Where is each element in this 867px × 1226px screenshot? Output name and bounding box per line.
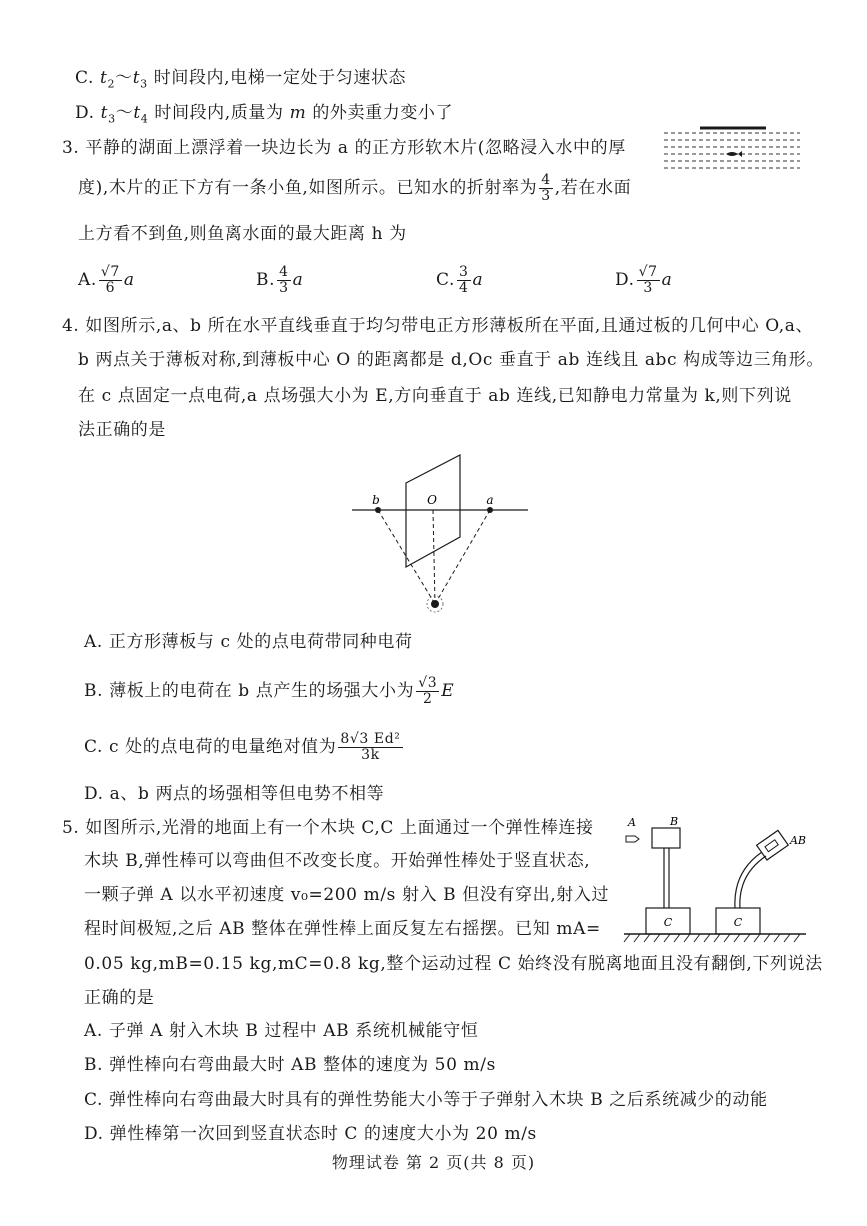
point-a-label: a bbox=[486, 493, 494, 507]
q5-option-d: D. 弹性棒第一次回到竖直状态时 C 的速度大小为 20 m/s bbox=[84, 1124, 537, 1144]
block-c2-label: C bbox=[733, 916, 743, 929]
q3-option-c: C. $\frac{3}{4}$ a bbox=[436, 264, 484, 296]
q5-option-a: A. 子弹 A 射入木块 B 过程中 AB 系统机械能守恒 bbox=[84, 1021, 479, 1041]
page-footer: 物理试卷 第 2 页(共 8 页) bbox=[331, 1153, 536, 1172]
q5-line6: 正确的是 bbox=[84, 988, 155, 1008]
q4-option-d: D. a、b 两点的场强相等但电势不相等 bbox=[84, 784, 385, 804]
prev-option-c: C. $t_2\sim t_3$ 时间段内,电梯一定处于匀速状态 bbox=[75, 68, 407, 91]
q5-line5: 0.05 kg,mB=0.15 kg,mC=0.8 kg,整个运动过程 C 始终没有脱离地面且没有翻倒,下列说法 bbox=[84, 954, 823, 974]
q5-line4: 程时间极短,之后 AB 整体在弹性棒上面反复左右摇摆。已知 mA= bbox=[84, 919, 601, 939]
q4-option-c: C. c 处的点电荷的电量绝对值为 $\frac{\text{8√3 Ed²}}{3k}$ bbox=[84, 731, 401, 763]
q5-line3: 一颗子弹 A 以水平初速度 v₀=200 m/s 射入 B 但没有穿出,射入过 bbox=[84, 885, 610, 905]
q3-line2: 度),木片的正下方有一条小鱼,如图所示。已知水的折射率为 $\frac{4}{3}$ ,若在水面 bbox=[78, 172, 632, 204]
q4-plate-figure bbox=[348, 445, 533, 620]
q3-option-b: B. $\frac{4}{3}$ a bbox=[256, 264, 304, 296]
point-o-label: O bbox=[427, 493, 437, 507]
ab-label: AB bbox=[789, 834, 807, 847]
q4-line4: 法正确的是 bbox=[78, 420, 166, 440]
q5-line1: 5. 如图所示,光滑的地面上有一个木块 C,C 上面通过一个弹性棒连接 bbox=[62, 818, 594, 838]
q4-line3: 在 c 点固定一点电荷,a 点场强大小为 E,方向垂直于 ab 连线,已知静电力常量为 k,则下列说 bbox=[78, 386, 792, 406]
q5-option-b: B. 弹性棒向右弯曲最大时 AB 整体的速度为 50 m/s bbox=[84, 1055, 496, 1075]
block-b-label: B bbox=[669, 815, 679, 828]
q4-line2: b 两点关于薄板对称,到薄板中心 O 的距离都是 d,Oc 垂直于 ab 连线且 abc 构成等边三角形。 bbox=[78, 350, 824, 370]
q3-option-a: A. $\frac{√7}{6}$ a bbox=[78, 264, 135, 296]
point-b-label: b bbox=[372, 493, 380, 507]
q5-elastic-rod-figure bbox=[620, 812, 810, 947]
q5-option-c: C. 弹性棒向右弯曲最大时具有的弹性势能大小等于子弹射入木块 B 之后系统减少的动能 bbox=[84, 1090, 768, 1110]
bullet-a-label: A bbox=[628, 816, 636, 829]
q4-option-b: B. 薄板上的电荷在 b 点产生的场强大小为 $\frac{√3}{2}$ E bbox=[84, 675, 455, 707]
q3-lake-figure bbox=[662, 122, 802, 172]
q4-line1: 4. 如图所示,a、b 所在水平直线垂直于均匀带电正方形薄板所在平面,且通过板的几何中心 O,a、 bbox=[62, 316, 814, 336]
block-c1-label: C bbox=[663, 916, 673, 929]
prev-option-d: D. $t_3\sim t_4$ 时间段内,质量为 m 的外卖重力变小了 bbox=[75, 103, 454, 126]
q3-line1: 3. 平静的湖面上漂浮着一块边长为 a 的正方形软木片(忽略浸入水中的厚 bbox=[62, 138, 626, 158]
q5-line2: 木块 B,弹性棒可以弯曲但不改变长度。开始弹性棒处于竖直状态, bbox=[84, 851, 591, 871]
refractive-index-fraction: $\frac{4}{3}$ bbox=[541, 172, 551, 204]
q3-line3: 上方看不到鱼,则鱼离水面的最大距离 h 为 bbox=[78, 224, 407, 244]
q4-option-a: A. 正方形薄板与 c 处的点电荷带同种电荷 bbox=[84, 632, 413, 652]
q3-option-d: D. $\frac{√7}{3}$ a bbox=[615, 264, 673, 296]
